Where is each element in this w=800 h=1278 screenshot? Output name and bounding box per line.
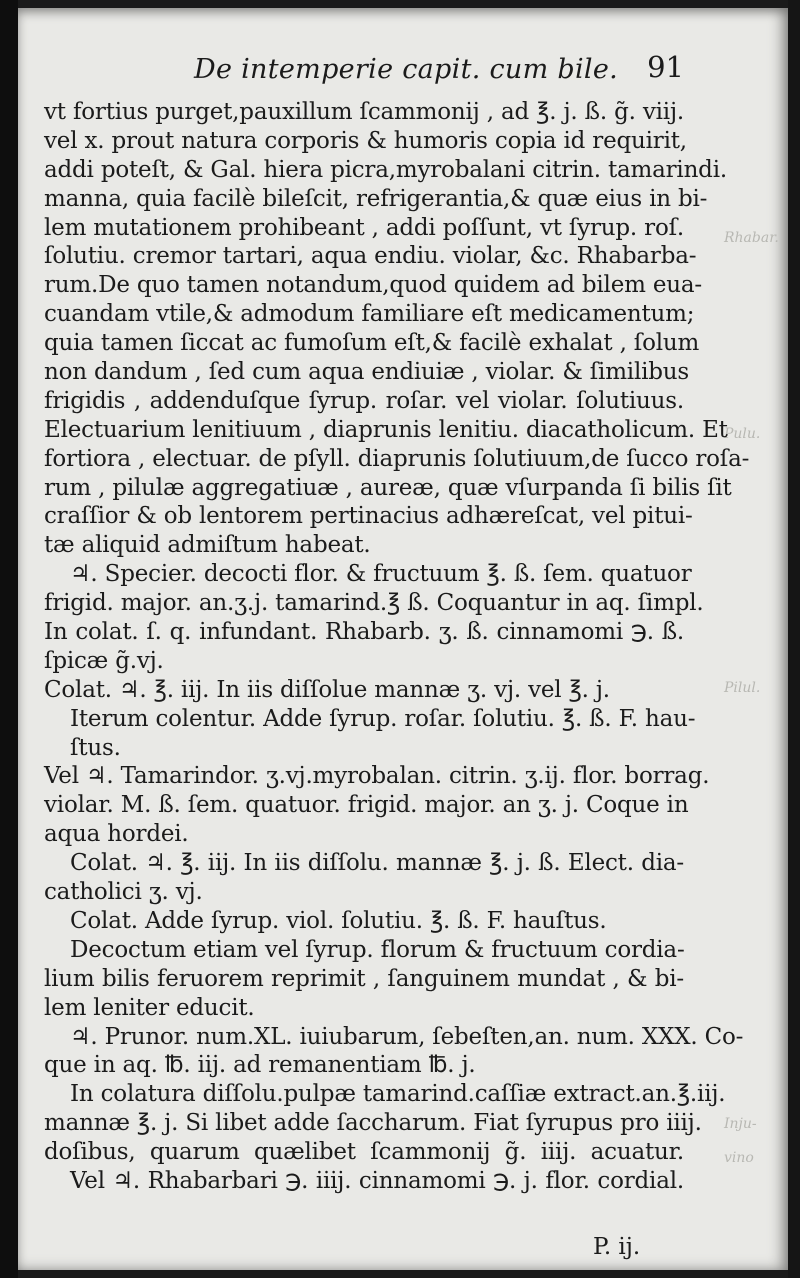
recipe-line: ſpicæ g̃.vj. <box>44 647 164 674</box>
text-line: Decoctum etiam vel ſyrup. florum & fructuum cordia- <box>70 936 685 963</box>
recipe-line: ♃. Prunor. num.XL. iuiubarum, ſebeſten,an. num. XXX. Co- <box>70 1023 744 1050</box>
page-edge-shadow <box>788 0 800 1278</box>
text-line: manna, quia facilè bileſcit, refrigerantia,& quæ eius in bi- <box>44 185 708 212</box>
text-line: quia tamen ſiccat ac fumoſum eſt,& facilè exhalat , ſolum <box>44 330 700 357</box>
recipe-line: doſibus, quarum quælibet ſcammonij g̃. iiij. acuatur. <box>44 1139 684 1166</box>
text-line: lium bilis feruorem reprimit , ſanguinem mundat , & bi- <box>44 965 684 992</box>
page-header <box>44 48 684 96</box>
recipe-line: In colat. ſ. q. infundant. Rhabarb. ʒ. ß. cinnamomi ℈. ß. <box>44 619 684 646</box>
recipe-line: Colat. ♃. ℥. iij. In iis diſſolue mannæ ʒ. vj. vel ℥. j. <box>44 676 610 703</box>
bleed-through-word: vino <box>724 1150 754 1166</box>
text-line: non dandum , ſed cum aqua endiuiæ , violar. & ſimilibus <box>44 359 690 386</box>
recipe-line: aqua hordei. <box>44 821 189 848</box>
page-number: 91 <box>647 50 684 84</box>
bleed-through-word: Inju- <box>724 1116 757 1132</box>
recipe-line: catholici ʒ. vj. <box>44 879 203 906</box>
text-line: addi poteſt, & Gal. hiera picra,myrobalani citrin. tamarindi. <box>44 156 727 183</box>
text-line: vel x. prout natura corporis & humoris copia id requirit, <box>44 127 687 154</box>
text-line: craſſior & ob lentorem pertinacius adhæreſcat, vel pitui- <box>44 503 693 530</box>
recipe-line: ſtus. <box>70 734 121 761</box>
recipe-line: Vel ♃. Tamarindor. ʒ.vj.myrobalan. citrin. ʒ.ij. flor. borrag. <box>44 763 710 790</box>
recipe-line: frigid. major. an.ʒ.j. tamarind.℥ ß. Coquantur in aq. ſimpl. <box>44 590 704 617</box>
bleed-through-text <box>718 8 788 1270</box>
book-page <box>18 8 788 1270</box>
text-line: ſolutiu. cremor tartari, aqua endiu. violar, &c. Rhabarba- <box>44 243 697 270</box>
text-line: tæ aliquid admiſtum habeat. <box>44 532 371 559</box>
bleed-through-word: Rhabar. <box>724 230 779 246</box>
recipe-line: que in aq. ℔. iij. ad remanentiam ℔. j. <box>44 1052 476 1079</box>
recipe-line: Vel ♃. Rhabarbari ℈. iiij. cinnamomi ℈. j. flor. cordial. <box>70 1167 684 1194</box>
text-line: rum.De quo tamen notandum,quod quidem ad bilem eua- <box>44 272 702 299</box>
catchword-signature: P. ij. <box>593 1234 641 1260</box>
bleed-through-word: Pulu. <box>724 426 761 442</box>
recipe-line: Colat. ♃. ℥. iij. In iis diſſolu. mannæ ℥. j. ß. Elect. dia- <box>70 850 684 877</box>
recipe-line: violar. M. ß. ſem. quatuor. frigid. major. an ʒ. j. Coque in <box>44 792 689 819</box>
text-line: vt fortius purget,pauxillum ſcammonij , ad ℥. j. ß. g̃. viij. <box>44 99 684 125</box>
text-line: lem mutationem prohibeant , addi poſſunt, vt ſyrup. roſ. <box>44 214 685 241</box>
recipe-line: mannæ ℥. j. Si libet adde ſaccharum. Fiat ſyrupus pro iiij. <box>44 1110 702 1137</box>
text-line: cuandam vtile,& admodum familiare eſt medicamentum; <box>44 301 695 328</box>
text-line: fortiora , electuar. de pſyll. diaprunis ſolutiuum,de ſucco roſa- <box>44 445 750 472</box>
text-line: rum , pilulæ aggregatiuæ , aureæ, quæ vſurpanda ſi bilis ſit <box>44 474 732 501</box>
book-spine <box>0 0 18 1278</box>
bleed-through-word: Pilul. <box>724 680 761 696</box>
text-line: frigidis , addenduſque ſyrup. roſar. vel violar. ſolutiuus. <box>44 387 684 414</box>
recipe-line: In colatura diſſolu.pulpæ tamarind.caſſiæ extract.an.℥.iij. <box>70 1081 726 1108</box>
recipe-line: Colat. Adde ſyrup. viol. ſolutiu. ℥. ß. F. hauſtus. <box>70 907 607 934</box>
text-line: lem leniter educit. <box>44 994 255 1021</box>
recipe-line: Iterum colentur. Adde ſyrup. roſar. ſolutiu. ℥. ß. F. hau- <box>70 705 696 732</box>
text-line: Electuarium lenitiuum , diaprunis lenitiu. diacatholicum. Et <box>44 416 728 443</box>
running-head: De intemperie capit. cum bile. <box>194 54 618 85</box>
recipe-line: ♃. Specier. decocti flor. & fructuum ℥. ß. ſem. quatuor <box>70 561 692 588</box>
